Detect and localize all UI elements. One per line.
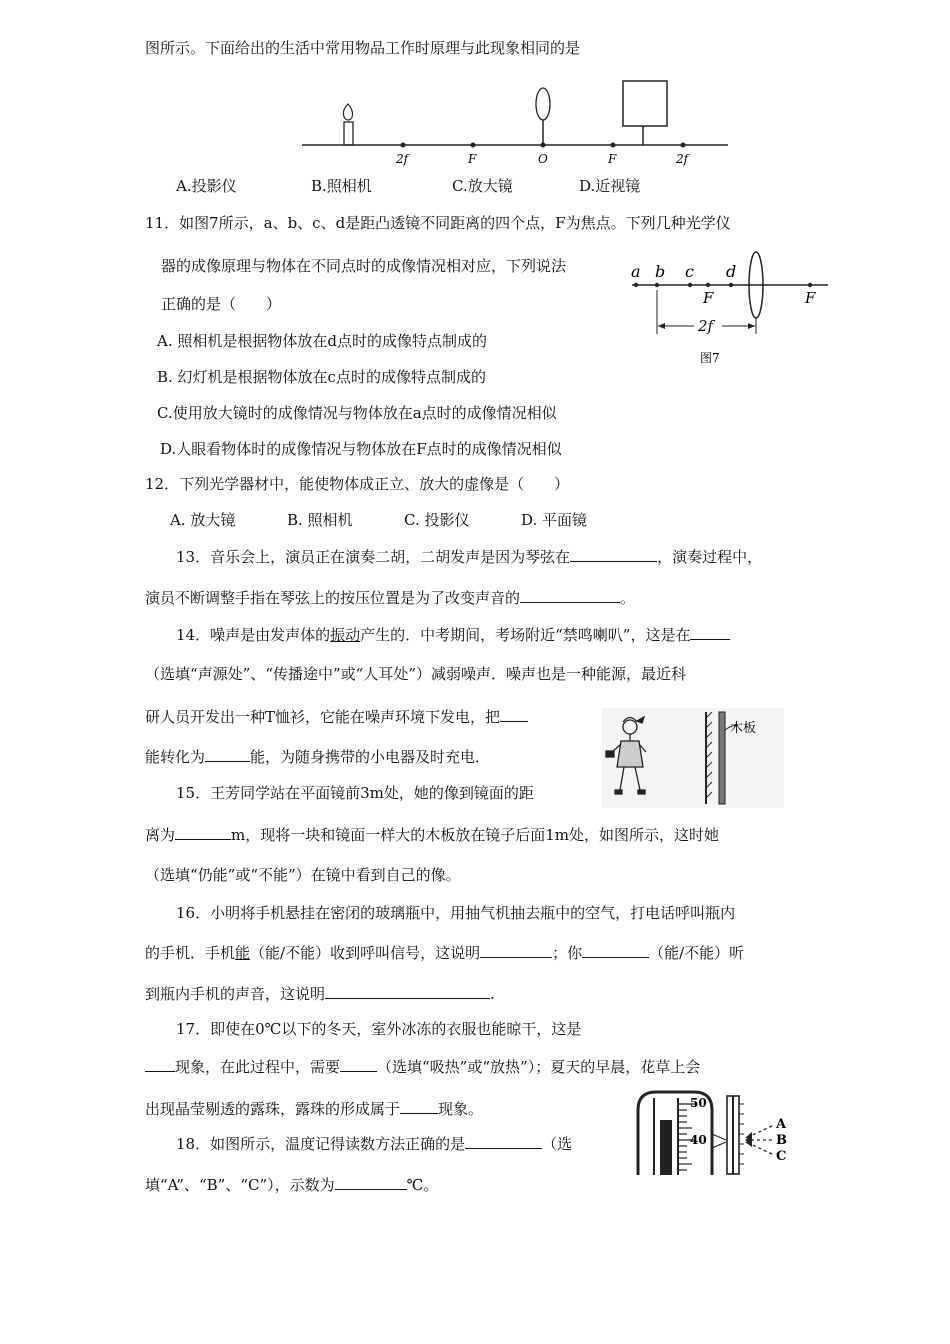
q16-line2: 的手机．手机能（能/不能）收到呼叫信号，这说明 ；你 （能/不能）听 xyxy=(145,944,745,962)
intro-text: 图所示。下面给出的生活中常用物品工作时原理与此现象相同的是 xyxy=(145,39,581,57)
q16-blank-1[interactable] xyxy=(480,942,552,958)
q13-line2: 演员不断调整手指在琴弦上的按压位置是为了改变声音的 。 xyxy=(145,589,636,607)
q15-line3: （选填“仍能”或“不能”）在镜中看到自己的像。 xyxy=(145,866,461,884)
arrow-label-a: A xyxy=(776,1117,787,1132)
q14-blank-1[interactable] xyxy=(690,624,730,640)
q14-blank-3[interactable] xyxy=(205,746,250,762)
label-f-left: F xyxy=(468,152,477,166)
q14-line4: 能转化为 能，为随身携带的小电器及时充电． xyxy=(145,748,491,766)
q10-option-a: A.投影仪 xyxy=(176,177,237,195)
q17-blank-2[interactable] xyxy=(340,1056,377,1072)
q11-line1: 11．如图7所示，a、b、c、d是距凸透镜不同距离的四个点，F为焦点。下列几种光学仪 xyxy=(145,214,731,232)
q14-line1: 14．噪声是由发声体的振动产生的．中考期间，考场附近“禁鸣喇叭”，这是在 xyxy=(176,624,730,645)
q15-line2: 离为 m，现将一块和镜面一样大的木板放在镜子后面1m处，如图所示，这时她 xyxy=(145,826,720,844)
candle-icon xyxy=(344,122,353,145)
q11-line3: 正确的是（ ） xyxy=(161,295,282,313)
figure-caption: 图7 xyxy=(700,351,720,365)
q17-line3: 出现晶莹剔透的露珠，露珠的形成属于 现象。 xyxy=(145,1100,484,1118)
focus-right: F xyxy=(805,289,816,307)
q11-line2: 器的成像原理与物体在不同点时的成像情况相对应，下列说法 xyxy=(161,257,567,275)
point-d: d xyxy=(726,262,737,281)
label-f-right: F xyxy=(608,152,617,166)
q11-option-a: A. 照相机是根据物体放在d点时的成像特点制成的 xyxy=(157,332,487,350)
q18-line1: 18．如图所示，温度记得读数方法正确的是 （选 xyxy=(176,1135,573,1153)
mirror-board-figure xyxy=(602,708,784,808)
distance-2f: 2f xyxy=(698,317,714,335)
label-o: O xyxy=(538,152,548,166)
q18-line2: 填“A”、“B”、“C”），示数为 ℃。 xyxy=(145,1176,439,1194)
q14-line3: 研人员开发出一种T恤衫，它能在噪声环境下发电，把 xyxy=(145,706,528,727)
q13-line1: 13．音乐会上，演员正在演奏二胡，二胡发声是因为琴弦在 ，演奏过程中， xyxy=(176,548,763,566)
q16-line1: 16．小明将手机悬挂在密闭的玻璃瓶中，用抽气机抽去瓶中的空气，打电话呼叫瓶内 xyxy=(176,904,736,922)
screen-icon xyxy=(623,81,667,126)
point-c: c xyxy=(685,262,694,281)
arrow-label-c: C xyxy=(776,1149,787,1164)
q18-blank-1[interactable] xyxy=(465,1133,542,1149)
q17-line1: 17．即使在0℃以下的冬天，室外冰冻的衣服也能晾干，这是 xyxy=(176,1020,582,1038)
scale-40: 40 xyxy=(690,1133,707,1147)
q14-line2: （选填“声源处”、“传播途中”或“人耳处”）减弱噪声．噪声也是一种能源，最近科 xyxy=(145,665,687,683)
q13-blank-1[interactable] xyxy=(570,546,657,562)
q17-blank-3[interactable] xyxy=(400,1098,438,1114)
q11-option-c: C.使用放大镜时的成像情况与物体放在a点时的成像情况相似 xyxy=(157,404,557,422)
q10-option-b: B.照相机 xyxy=(311,177,372,195)
scale-50: 50 xyxy=(690,1096,707,1110)
q11-option-d: D.人眼看物体时的成像情况与物体放在F点时的成像情况相似 xyxy=(160,440,562,458)
q12-option-a: A. 放大镜 xyxy=(170,511,236,529)
q15-blank-1[interactable] xyxy=(175,824,231,840)
q12-stem: 12．下列光学器材中，能使物体成正立、放大的虚像是（ ） xyxy=(145,475,570,493)
label-2f-left: 2f xyxy=(396,152,409,166)
q12-option-b: B. 照相机 xyxy=(287,511,353,529)
q16-blank-3[interactable] xyxy=(325,983,490,999)
q12-option-d: D. 平面镜 xyxy=(521,511,588,529)
board-label: 木板 xyxy=(730,721,757,736)
lens-icon xyxy=(536,88,550,120)
lens-diagram-fig7 xyxy=(628,250,833,375)
label-2f-right: 2f xyxy=(676,152,689,166)
q10-option-d: D.近视镜 xyxy=(579,177,641,195)
q15-line1: 15．王芳同学站在平面镜前3m处，她的像到镜面的距 xyxy=(176,784,534,802)
q12-option-c: C. 投影仪 xyxy=(404,511,470,529)
lens-diagram-q10 xyxy=(300,78,732,170)
q13-blank-2[interactable] xyxy=(520,587,620,603)
q17-blank-1[interactable] xyxy=(145,1056,175,1072)
q16-line3: 到瓶内手机的声音，这说明 . xyxy=(145,985,495,1003)
thermometer-figure xyxy=(632,1090,800,1178)
q14-blank-2[interactable] xyxy=(500,706,528,722)
arrow-label-b: B xyxy=(776,1133,787,1148)
q10-option-c: C.放大镜 xyxy=(452,177,513,195)
point-a: a xyxy=(631,262,641,281)
q17-line2: 现象，在此过程中，需要 （选填“吸热”或“放热”）；夏天的早晨，花草上会 xyxy=(145,1056,700,1077)
focus-left: F xyxy=(703,289,714,307)
q11-option-b: B. 幻灯机是根据物体放在c点时的成像特点制成的 xyxy=(157,368,486,386)
q18-blank-2[interactable] xyxy=(335,1174,407,1190)
q16-blank-2[interactable] xyxy=(582,942,649,958)
point-b: b xyxy=(655,262,666,281)
